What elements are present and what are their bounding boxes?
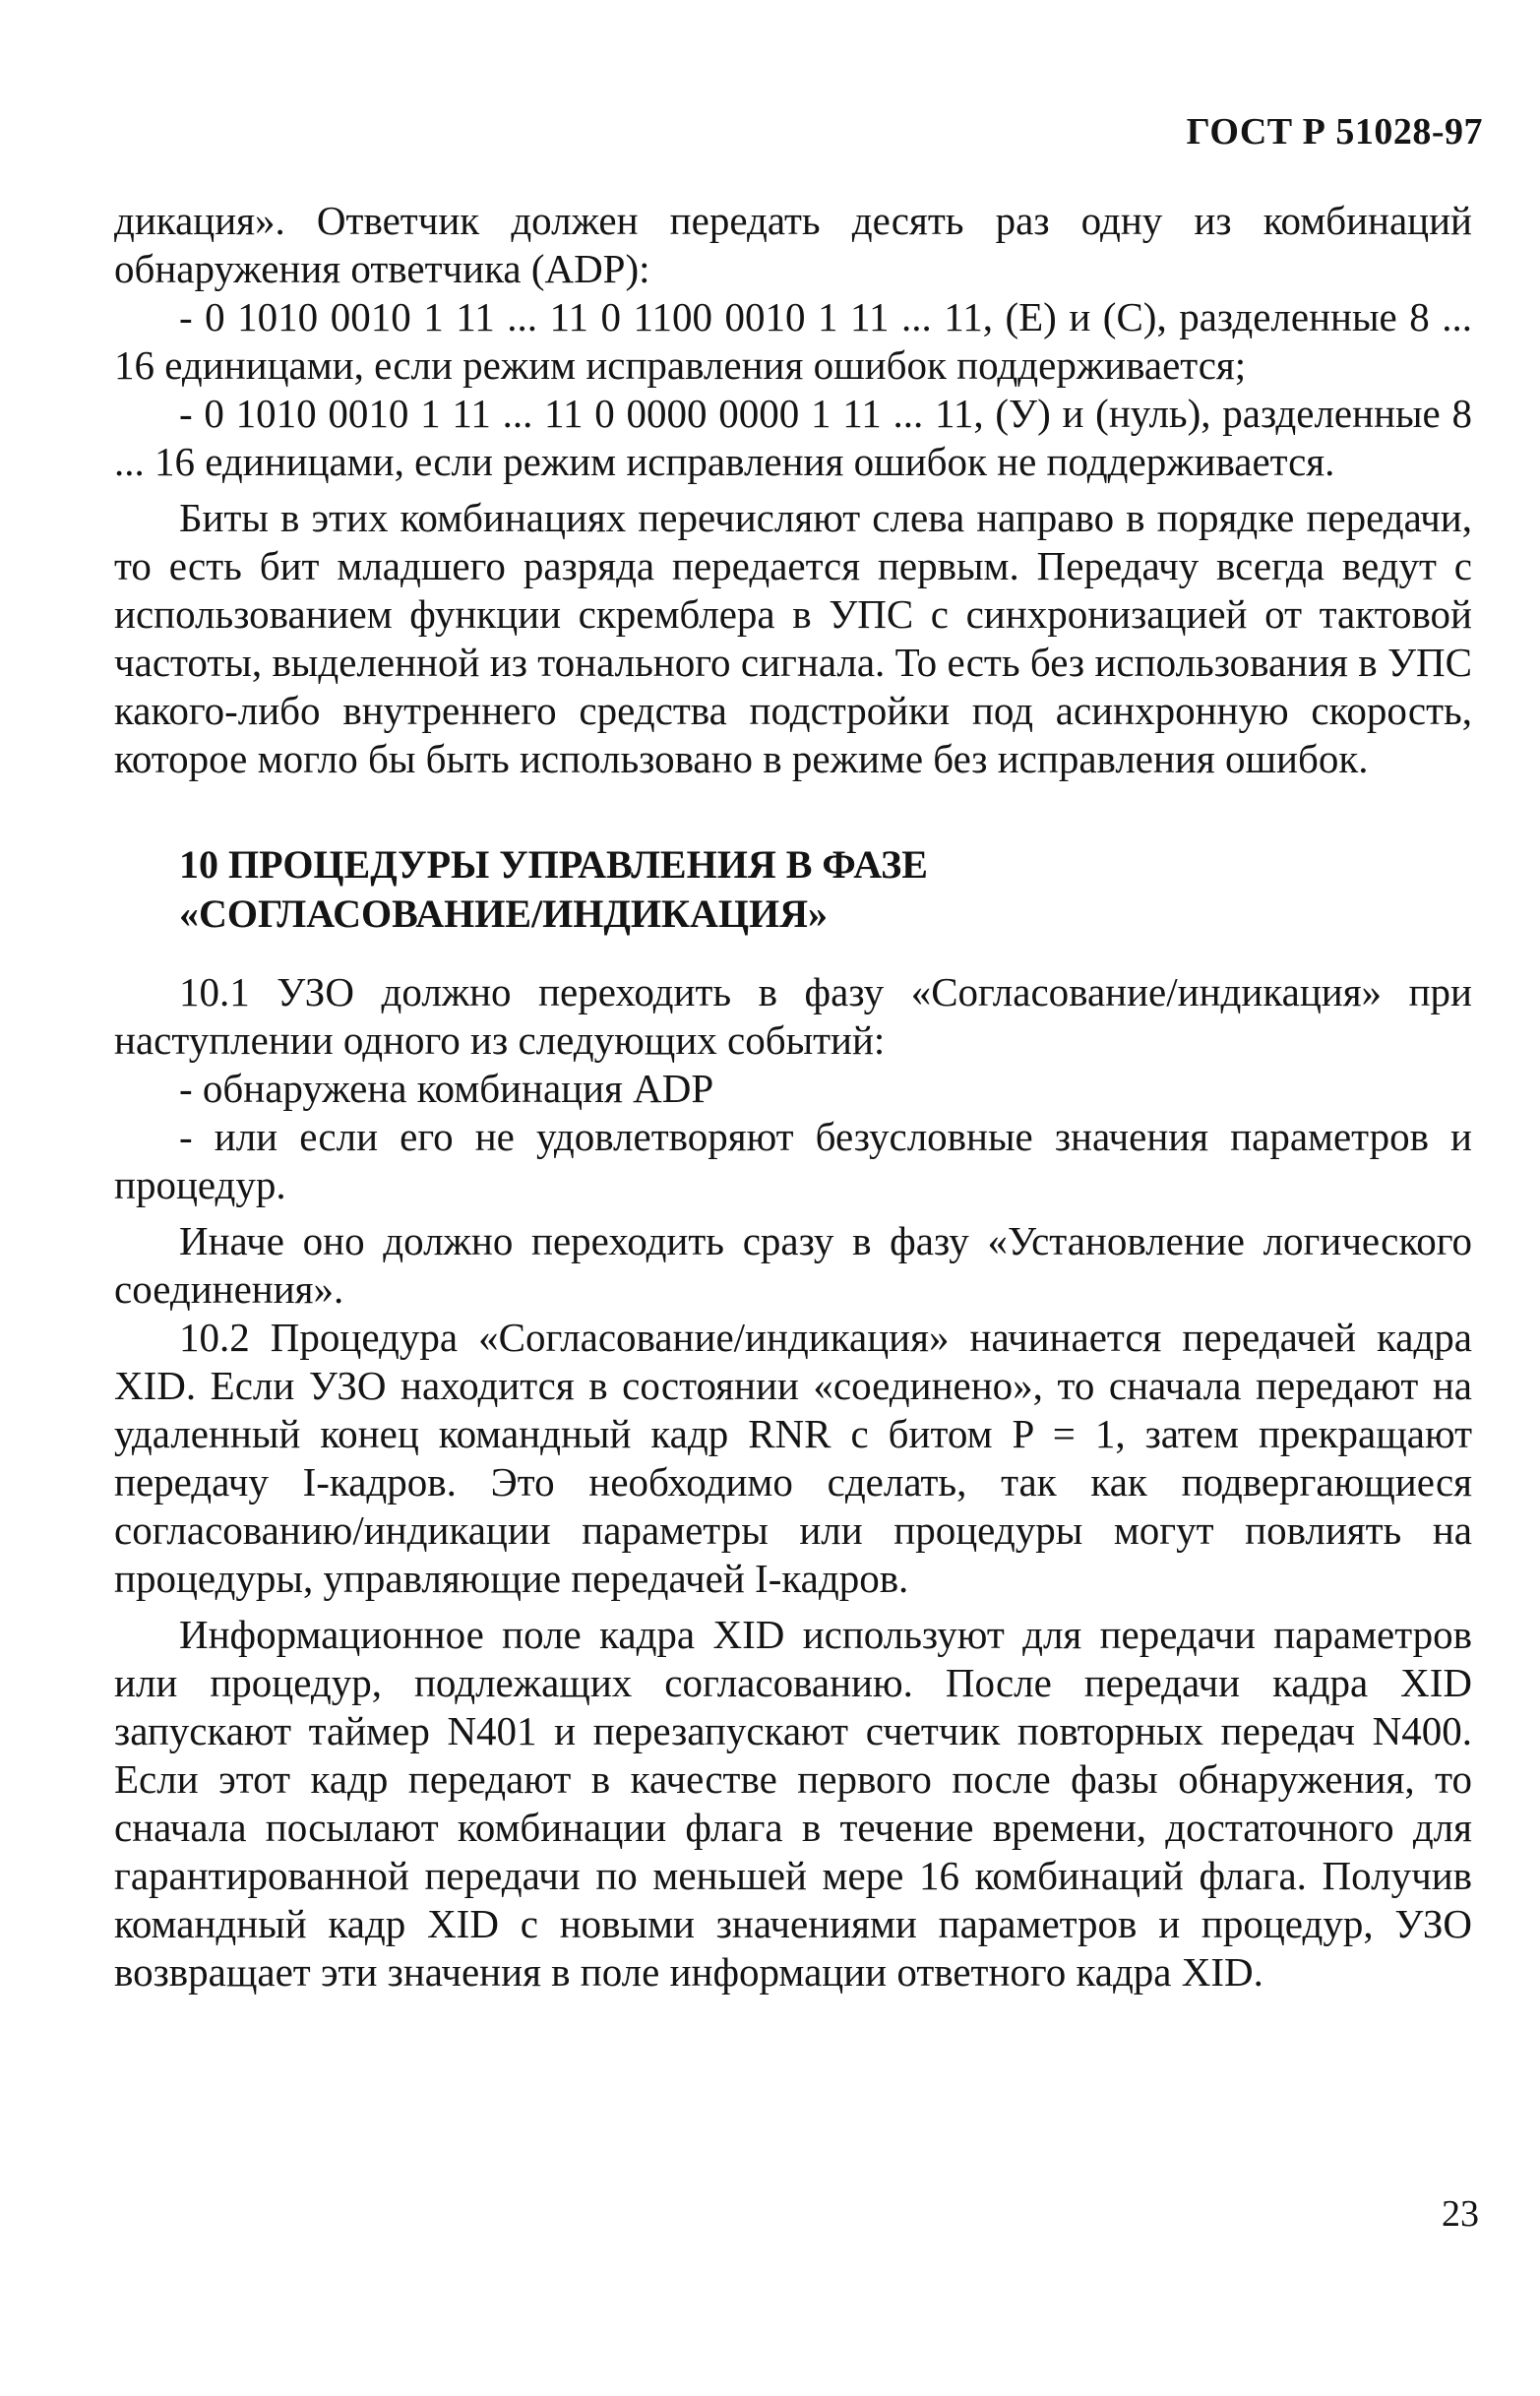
paragraph-xid-info-field: Информационное поле кадра XID используют для передачи параметров или процедур, подлежащих согласованию. После передачи кадра XID запускают таймер N401 и перезапускают счетчик повторных передач N400. Если этот кадр передают в качестве первого после фазы обнаружения, то сначала посылают комбинации флага в течение времени, достаточного для гарантированной передачи по меньшей мере 16 комбинаций флага. Получив командный кадр XID с новыми значениями параметров и процедур, УЗО возвращает эти значения в поле информации ответного кадра XID. bbox=[114, 1612, 1472, 1995]
page-number: 23 bbox=[1442, 2193, 1479, 2235]
paragraph-bit-order: Биты в этих комбинациях перечисляют слева направо в порядке передачи, то есть бит младшего разряда передается первым. Передачу всегда ведут с использованием функции скремблера в УПС с синхронизацией от тактовой частоты, выделенной из тонального сигнала. То есть без использования в УПС какого-либо внутреннего средства подстройки под асинхронную скорость, которое могло бы быть использовано в режиме без исправления ошибок. bbox=[114, 495, 1472, 781]
page-body bbox=[114, 197, 1472, 1997]
section-heading bbox=[179, 840, 1472, 939]
section-heading-line-2: «СОГЛАСОВАНИЕ/ИНДИКАЦИЯ» bbox=[179, 891, 829, 936]
paragraph-adp-error-correction: - 0 1010 0010 1 11 ... 11 0 1100 0010 1 11 ... 11, (Е) и (С), разделенные 8 ... 16 единицами, если режим исправления ошибок поддерживается; bbox=[114, 294, 1472, 388]
paragraph-10-2: 10.2 Процедура «Согласование/индикация» начинается передачей кадра XID. Если УЗО находится в состоянии «соединено», то сначала передают на удаленный конец командный кадр RNR с битом P = 1, затем прекращают передачу I-кадров. Это необходимо сделать, так как подвергающиеся согласованию/индикации параметры или процедуры могут повлиять на процедуры, управляющие передачей I-кадров. bbox=[114, 1315, 1472, 1601]
paragraph-otherwise: Иначе оно должно переходить сразу в фазу «Установление логического соединения». bbox=[114, 1218, 1472, 1312]
paragraph-adp-no-error-correction: - 0 1010 0010 1 11 ... 11 0 0000 0000 1 11 ... 11, (У) и (нуль), разделенные 8 ... 16 единицами, если режим исправления ошибок не поддерживается. bbox=[114, 391, 1472, 484]
paragraph-continuation: дикация». Ответчик должен передать десять раз одну из комбинаций обнаружения ответчика (ADP): bbox=[114, 198, 1472, 291]
standard-header: ГОСТ Р 51028-97 bbox=[1186, 111, 1483, 153]
list-item-adp-detected: - обнаружена комбинация ADP bbox=[179, 1066, 714, 1111]
list-item-unconditional-values: - или если его не удовлетворяют безусловные значения параметров и процедур. bbox=[114, 1114, 1472, 1207]
section-heading-line-1: 10 ПРОЦЕДУРЫ УПРАВЛЕНИЯ В ФАЗЕ bbox=[179, 842, 928, 887]
paragraph-10-1: 10.1 УЗО должно переходить в фазу «Согласование/индикация» при наступлении одного из следующих событий: bbox=[114, 969, 1472, 1063]
